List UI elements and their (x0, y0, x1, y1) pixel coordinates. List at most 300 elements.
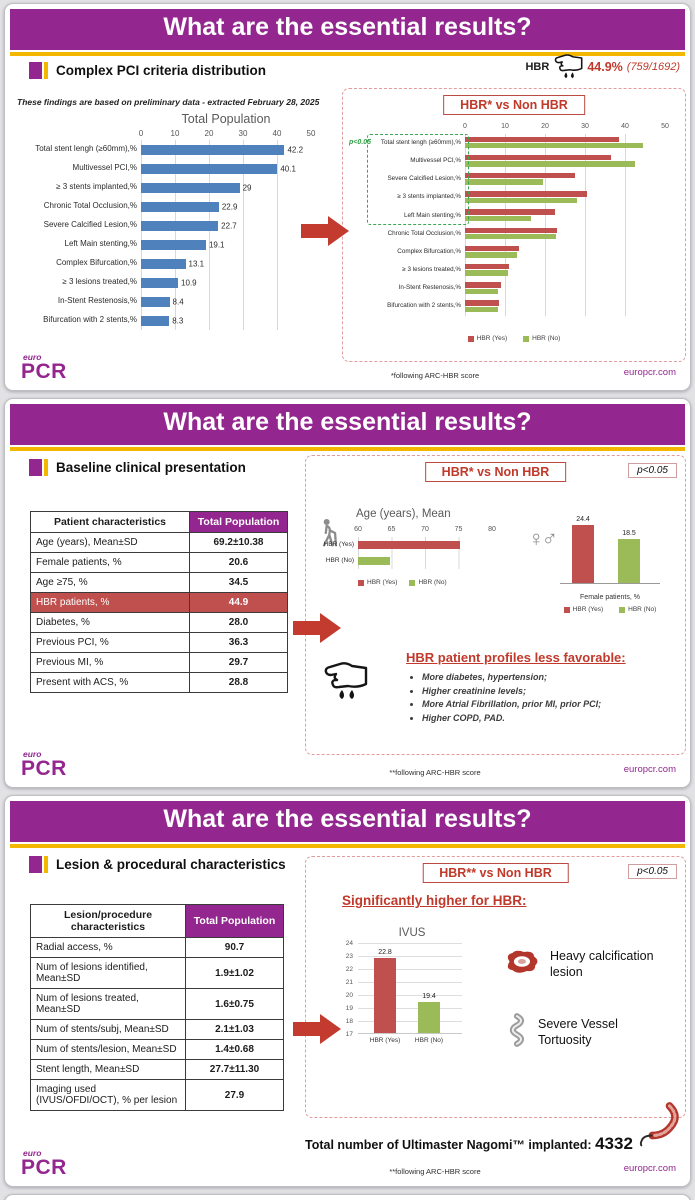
callout-vessel-tortuosity (504, 1013, 694, 1052)
purple-marker (29, 459, 42, 476)
bleeding-hand-icon (322, 662, 368, 700)
female-chart-group (528, 506, 680, 613)
chart-row (15, 197, 311, 216)
category-label: Complex Bifurcation,% (56, 258, 137, 268)
chart-row (351, 298, 665, 316)
category-label: Severe Calcified Lesion,% (387, 175, 461, 183)
legend-label: HBR (No) (418, 579, 447, 586)
bar-track (141, 159, 311, 178)
green-swatch (523, 336, 529, 342)
chart-row (351, 280, 665, 298)
chart-legend (560, 606, 660, 613)
green-swatch (619, 607, 625, 613)
profiles-heading: HBR patient profiles less favorable: (406, 650, 626, 665)
y-tick-label: 19 (345, 1005, 353, 1012)
right-arrow (293, 613, 343, 643)
category-label: In-Stent Restenosis,% (57, 296, 137, 306)
category-label: Total stent lengh (≥60mm),% (380, 138, 461, 146)
x-tick-label: 65 (387, 526, 396, 533)
category-label: In-Stent Restenosis,% (398, 284, 461, 292)
column-header-characteristics: Patient characteristics (31, 512, 190, 533)
panel-title: HBR** vs Non HBR (422, 863, 569, 883)
bar-track (141, 140, 311, 159)
category-label: Multivessel PCI,% (410, 156, 461, 164)
bleeding-hand-icon (553, 54, 583, 79)
table-row (31, 533, 288, 553)
section-heading (29, 856, 286, 873)
bullet-item: • Higher creatinine levels; (422, 686, 678, 696)
bar (141, 316, 169, 326)
chart-row (15, 159, 311, 178)
bar-hbr-no (465, 252, 517, 257)
category-label: Left Main stenting,% (64, 239, 137, 249)
bar-hbr-no (465, 161, 635, 166)
bar-hbr-no (465, 216, 531, 221)
legend-label: HBR (No) (532, 335, 561, 342)
value-label: 18.5 (622, 529, 636, 537)
row-label: Diabetes, % (31, 613, 190, 633)
europcr-logo (21, 1149, 67, 1179)
value-label: 22.7 (221, 221, 237, 230)
section-heading (29, 459, 246, 476)
logo-pcr-text: PCR (21, 360, 67, 383)
value-label: 22.9 (221, 202, 238, 211)
bar-track (465, 134, 665, 152)
bar-hbr-no (465, 307, 498, 312)
legend-item-hbr-no (619, 606, 656, 613)
yellow-marker (44, 459, 48, 476)
logo-pcr-text: PCR (21, 757, 67, 780)
bar-hbr-yes (465, 282, 501, 287)
bullet-item: • Higher COPD, PAD. (422, 713, 678, 723)
hbr-comparison-panel (305, 856, 686, 1118)
x-tick-label: 50 (661, 123, 669, 130)
hbr-fraction: (759/1692) (626, 60, 680, 73)
total-implanted-text: Total number of Ultimaster Nagomi™ implanted: (305, 1138, 592, 1152)
chart-row (15, 292, 311, 311)
accent-divider (10, 447, 685, 451)
bar-track (141, 197, 311, 216)
slide-title-bar (10, 404, 685, 445)
section-title: Complex PCI criteria distribution (56, 63, 267, 78)
chart-title: Total Population (181, 112, 271, 126)
value-label: 13.1 (188, 259, 205, 268)
bar-track (465, 243, 665, 261)
calcification-icon (502, 949, 540, 980)
x-tick-label: 10 (501, 123, 509, 130)
bar-track (465, 152, 665, 170)
panel-title: HBR* vs Non HBR (425, 462, 567, 482)
hbr-vs-nonhbr-chart (349, 123, 669, 316)
row-value: 1.6±0.75 (186, 989, 284, 1020)
total-implanted-line (305, 1134, 633, 1154)
right-arrow (293, 1014, 343, 1044)
yellow-marker (44, 856, 48, 873)
value-label: 29 (242, 183, 252, 192)
red-swatch (564, 607, 570, 613)
chart-row (15, 254, 311, 273)
chart-row (314, 537, 519, 553)
table-header-row (31, 905, 284, 938)
bar-hbr-yes (465, 264, 509, 269)
category-label: Left Main stenting,% (403, 211, 461, 219)
bar (141, 240, 206, 250)
category-label: Multivessel PCI,% (72, 163, 137, 173)
chart-row (314, 553, 519, 569)
bar-hbr-yes (465, 246, 519, 251)
legend-item-hbr-no (523, 335, 560, 342)
table-row (31, 938, 284, 958)
hbr-comparison-panel (342, 88, 686, 362)
row-value: 28.8 (190, 673, 288, 693)
bar-hbr-yes (465, 155, 611, 160)
legend-item-hbr-yes (564, 606, 603, 613)
legend-label: HBR (Yes) (476, 335, 508, 342)
x-axis-ticks (463, 123, 669, 134)
category-label: Severe Calcified Lesion,% (43, 220, 137, 230)
patient-characteristics-table (30, 511, 288, 693)
bar-hbr-yes (465, 191, 587, 196)
category-label: Chronic Total Occlusion,% (43, 201, 137, 211)
row-value: 36.3 (190, 633, 288, 653)
row-value: 1.9±1.02 (186, 958, 284, 989)
row-value: 27.7±11.30 (186, 1060, 284, 1080)
row-label: Radial access, % (31, 938, 186, 958)
bar (141, 164, 277, 174)
hbr-profiles-block (406, 650, 678, 726)
bar-hbr-yes (465, 173, 575, 178)
data-table (30, 511, 288, 693)
bar-track (141, 216, 311, 235)
hbr-rate-badge (525, 54, 680, 79)
slide-baseline-clinical (4, 398, 691, 788)
category-label: Chronic Total Occlusion,% (387, 229, 461, 237)
x-axis-ticks (354, 526, 496, 537)
bar (141, 183, 240, 193)
row-label: Stent length, Mean±SD (31, 1060, 186, 1080)
hbr-comparison-panel (305, 455, 686, 755)
plot-area (314, 537, 519, 569)
row-label: Previous MI, % (31, 653, 190, 673)
logo-euro-text: euro (23, 1147, 42, 1158)
preliminary-data-note: These findings are based on preliminary data - extracted February 28, 2025 (17, 97, 320, 107)
logo-pcr-text: PCR (21, 1156, 67, 1179)
accent-divider (10, 844, 685, 848)
bar-hbr-yes (572, 525, 594, 583)
y-tick-label: 17 (345, 1031, 353, 1038)
table-row (31, 633, 288, 653)
value-label: 22.8 (378, 948, 392, 956)
website-text: europcr.com (623, 1163, 676, 1174)
chart-row (351, 225, 665, 243)
x-tick-label: 20 (541, 123, 549, 130)
row-label: Num of stents/subj, Mean±SD (31, 1020, 186, 1040)
row-value: 2.1±1.03 (186, 1020, 284, 1040)
value-label: 42.2 (287, 145, 304, 154)
row-value: 44.9 (190, 593, 288, 613)
bar-hbr-no (465, 143, 643, 148)
category-label: ≥ 3 stents implanted,% (397, 193, 461, 201)
legend-label: HBR (No) (628, 606, 657, 613)
age-chart-group (314, 508, 519, 586)
legend-item-hbr-no (409, 579, 446, 586)
bar-track (141, 273, 311, 292)
row-label: Age (years), Mean±SD (31, 533, 190, 553)
callout-text: Severe Vessel Tortuosity (538, 1016, 618, 1047)
total-implanted-value: 4332 (595, 1134, 633, 1153)
bar (141, 202, 219, 212)
y-tick-label: 18 (345, 1018, 353, 1025)
row-value: 20.6 (190, 553, 288, 573)
row-value: 29.7 (190, 653, 288, 673)
row-label: HBR patients, % (31, 593, 190, 613)
bar-track (141, 254, 311, 273)
logo-euro-text: euro (23, 748, 42, 759)
x-tick-label: 75 (454, 526, 463, 533)
slide-title: What are the essential results? (163, 408, 532, 436)
bullet-item: • More diabetes, hypertension; (422, 672, 678, 682)
bar-track (465, 280, 665, 298)
bar-track (465, 298, 665, 316)
category-label: HBR (No) (325, 556, 354, 564)
x-tick-label: 50 (306, 129, 316, 138)
ivus-chart (336, 940, 486, 1055)
row-value: 1.4±0.68 (186, 1040, 284, 1060)
bar (141, 221, 218, 231)
row-label: Age ≥75, % (31, 573, 190, 593)
callout-heavy-calcification (502, 949, 692, 980)
x-tick-label: 0 (138, 129, 144, 138)
y-tick-label: 23 (345, 953, 353, 960)
bar (141, 297, 170, 307)
logo-euro-text: euro (23, 351, 42, 362)
table-header-row (31, 512, 288, 533)
table-row (31, 1080, 284, 1111)
red-swatch (358, 580, 364, 586)
chart-legend (343, 335, 685, 342)
chart-row (15, 235, 311, 254)
europcr-logo (21, 750, 67, 780)
age-mean-chart (314, 526, 519, 569)
chart-row (15, 216, 311, 235)
row-label: Imaging used (IVUS/OFDI/OCT), % per lesion (31, 1080, 186, 1111)
chart-row (15, 178, 311, 197)
value-label: 40.1 (280, 164, 296, 173)
row-value: 69.2±10.38 (190, 533, 288, 553)
legend-label: HBR (Yes) (572, 606, 604, 613)
column-header-characteristics: Lesion/procedure characteristics (31, 905, 186, 938)
bar-hbr-yes (465, 228, 557, 233)
category-label: Bifurcation with 2 stents,% (387, 302, 461, 310)
table-row (31, 613, 288, 633)
table-row (31, 573, 288, 593)
stent-device-icon (638, 1102, 680, 1153)
x-tick-label: 70 (421, 526, 429, 533)
legend-item-hbr-yes (468, 335, 507, 342)
bar (358, 557, 390, 565)
bar-track (465, 207, 665, 225)
p-value-label: p<0.05 (349, 139, 371, 146)
table-row (31, 1060, 284, 1080)
y-tick-label: 22 (345, 966, 353, 973)
slide-title: What are the essential results? (163, 805, 532, 833)
bar-hbr-yes (465, 137, 619, 142)
slide-complex-pci-criteria (4, 3, 691, 391)
total-population-chart (15, 112, 316, 330)
bar-hbr-no (465, 270, 508, 275)
website-text: europcr.com (623, 367, 676, 378)
column-header-total-population: Total Population (190, 512, 288, 533)
x-tick-label: 10 (170, 129, 180, 138)
table-row-highlight (31, 593, 288, 613)
x-tick-label: 80 (488, 526, 496, 533)
bar-track (358, 537, 492, 553)
plot-area (15, 140, 311, 330)
row-label: Present with ACS, % (31, 673, 190, 693)
x-tick-label: 0 (463, 123, 467, 130)
row-label: Num of stents/lesion, Mean±SD (31, 1040, 186, 1060)
slide-title: What are the essential results? (163, 13, 532, 41)
bar-hbr-no (465, 179, 543, 184)
table-row (31, 1040, 284, 1060)
row-label: Num of lesions treated, Mean±SD (31, 989, 186, 1020)
category-label: ≥ 3 lesions treated,% (402, 266, 461, 274)
tortuosity-icon (504, 1013, 528, 1052)
table-row (31, 673, 288, 693)
right-arrow (301, 216, 351, 246)
category-label: Bifurcation with 2 stents,% (43, 315, 137, 325)
row-label: Num of lesions identified, Mean±SD (31, 958, 186, 989)
y-tick-label: 24 (345, 940, 353, 947)
bar-hbr-no (465, 289, 498, 294)
data-table (30, 904, 284, 1111)
category-label: ≥ 3 stents implanted,% (56, 182, 137, 192)
value-label: 10.9 (181, 278, 197, 287)
footnote: **following ARC-HBR score (389, 1167, 481, 1176)
bar-hbr-yes (465, 300, 499, 305)
x-category-label: HBR (No) (414, 1037, 444, 1044)
table-row (31, 958, 284, 989)
table-row (31, 1020, 284, 1040)
table-row (31, 553, 288, 573)
panel-title: HBR* vs Non HBR (443, 95, 585, 115)
chart-row (15, 273, 311, 292)
value-label: 8.4 (172, 297, 184, 306)
yellow-marker (44, 62, 48, 79)
chart-row (15, 311, 311, 330)
value-label: 19.4 (422, 992, 436, 1000)
bar-track (465, 225, 665, 243)
footnote: **following ARC-HBR score (389, 768, 481, 777)
x-axis-label: Female patients, % (580, 594, 640, 601)
female-patients-chart (560, 515, 660, 584)
bar-track (358, 553, 492, 569)
bar (141, 259, 186, 269)
bar-hbr-no (465, 198, 577, 203)
y-tick-label: 20 (345, 992, 353, 999)
red-swatch (468, 336, 474, 342)
bar-hbr-no (618, 539, 640, 583)
profiles-list (406, 672, 678, 723)
plot-area (358, 943, 462, 1034)
significant-heading: Significantly higher for HBR: (342, 893, 527, 908)
p-value-box: p<0.05 (628, 864, 677, 879)
x-tick-label: 30 (581, 123, 589, 130)
p-value-box: p<0.05 (628, 463, 677, 478)
y-tick-label: 21 (345, 979, 353, 986)
slide-lesion-procedural (4, 795, 691, 1187)
bar-hbr-yes (465, 209, 555, 214)
bar-track (141, 235, 311, 254)
chart-title: IVUS (398, 927, 426, 939)
bar-track (141, 178, 311, 197)
chart-row (351, 243, 665, 261)
category-label: ≥ 3 lesions treated,% (62, 277, 137, 287)
europcr-logo (21, 353, 67, 383)
bar-track (465, 170, 665, 188)
green-swatch (409, 580, 415, 586)
value-label: 19.1 (208, 240, 225, 249)
table-row (31, 989, 284, 1020)
slide-partial-next (4, 1194, 691, 1200)
x-tick-label: 30 (238, 129, 248, 138)
slide-title-bar (10, 9, 685, 50)
ivus-chart-group (336, 927, 486, 1055)
legend-label: HBR (Yes) (367, 579, 398, 586)
bar (141, 278, 178, 288)
slide-title-bar (10, 801, 685, 842)
category-label: Complex Bifurcation,% (397, 247, 461, 255)
hbr-percentage: 44.9% (587, 59, 623, 74)
purple-marker (29, 62, 42, 79)
footnote: *following ARC-HBR score (390, 371, 480, 380)
category-label: Total stent lengh (≥60mm),% (35, 144, 137, 154)
bullet-item: • More Atrial Fibrillation, prior MI, prior PCI; (422, 699, 678, 709)
value-label: 8.3 (172, 316, 184, 325)
bar (358, 541, 460, 549)
row-value: 34.5 (190, 573, 288, 593)
bar-track (465, 261, 665, 279)
hbr-label: HBR (525, 60, 550, 73)
x-tick-label: 40 (621, 123, 629, 130)
significance-outline (367, 134, 469, 225)
bar-track (141, 292, 311, 311)
callout-text: Heavy calcification lesion (550, 949, 654, 979)
bar-track (141, 311, 311, 330)
bar-hbr-no (418, 1002, 440, 1033)
chart-row (15, 140, 311, 159)
row-value: 28.0 (190, 613, 288, 633)
row-label: Female patients, % (31, 553, 190, 573)
purple-marker (29, 856, 42, 873)
column-header-total-population: Total Population (186, 905, 284, 938)
bar (141, 145, 284, 155)
section-title: Lesion & procedural characteristics (56, 857, 286, 872)
x-tick-label: 60 (354, 526, 362, 533)
row-label: Previous PCI, % (31, 633, 190, 653)
row-value: 27.9 (186, 1080, 284, 1111)
table-row (31, 653, 288, 673)
section-title: Baseline clinical presentation (56, 460, 246, 475)
category-label: HBR (Yes) (323, 540, 354, 548)
row-value: 90.7 (186, 938, 284, 958)
website-text: europcr.com (623, 764, 676, 775)
x-tick-label: 20 (204, 129, 214, 138)
x-axis-ticks (138, 129, 316, 140)
chart-title: Age (years), Mean (356, 508, 451, 520)
gender-icon: ♀♂ (528, 526, 555, 551)
x-tick-label: 40 (272, 129, 282, 138)
